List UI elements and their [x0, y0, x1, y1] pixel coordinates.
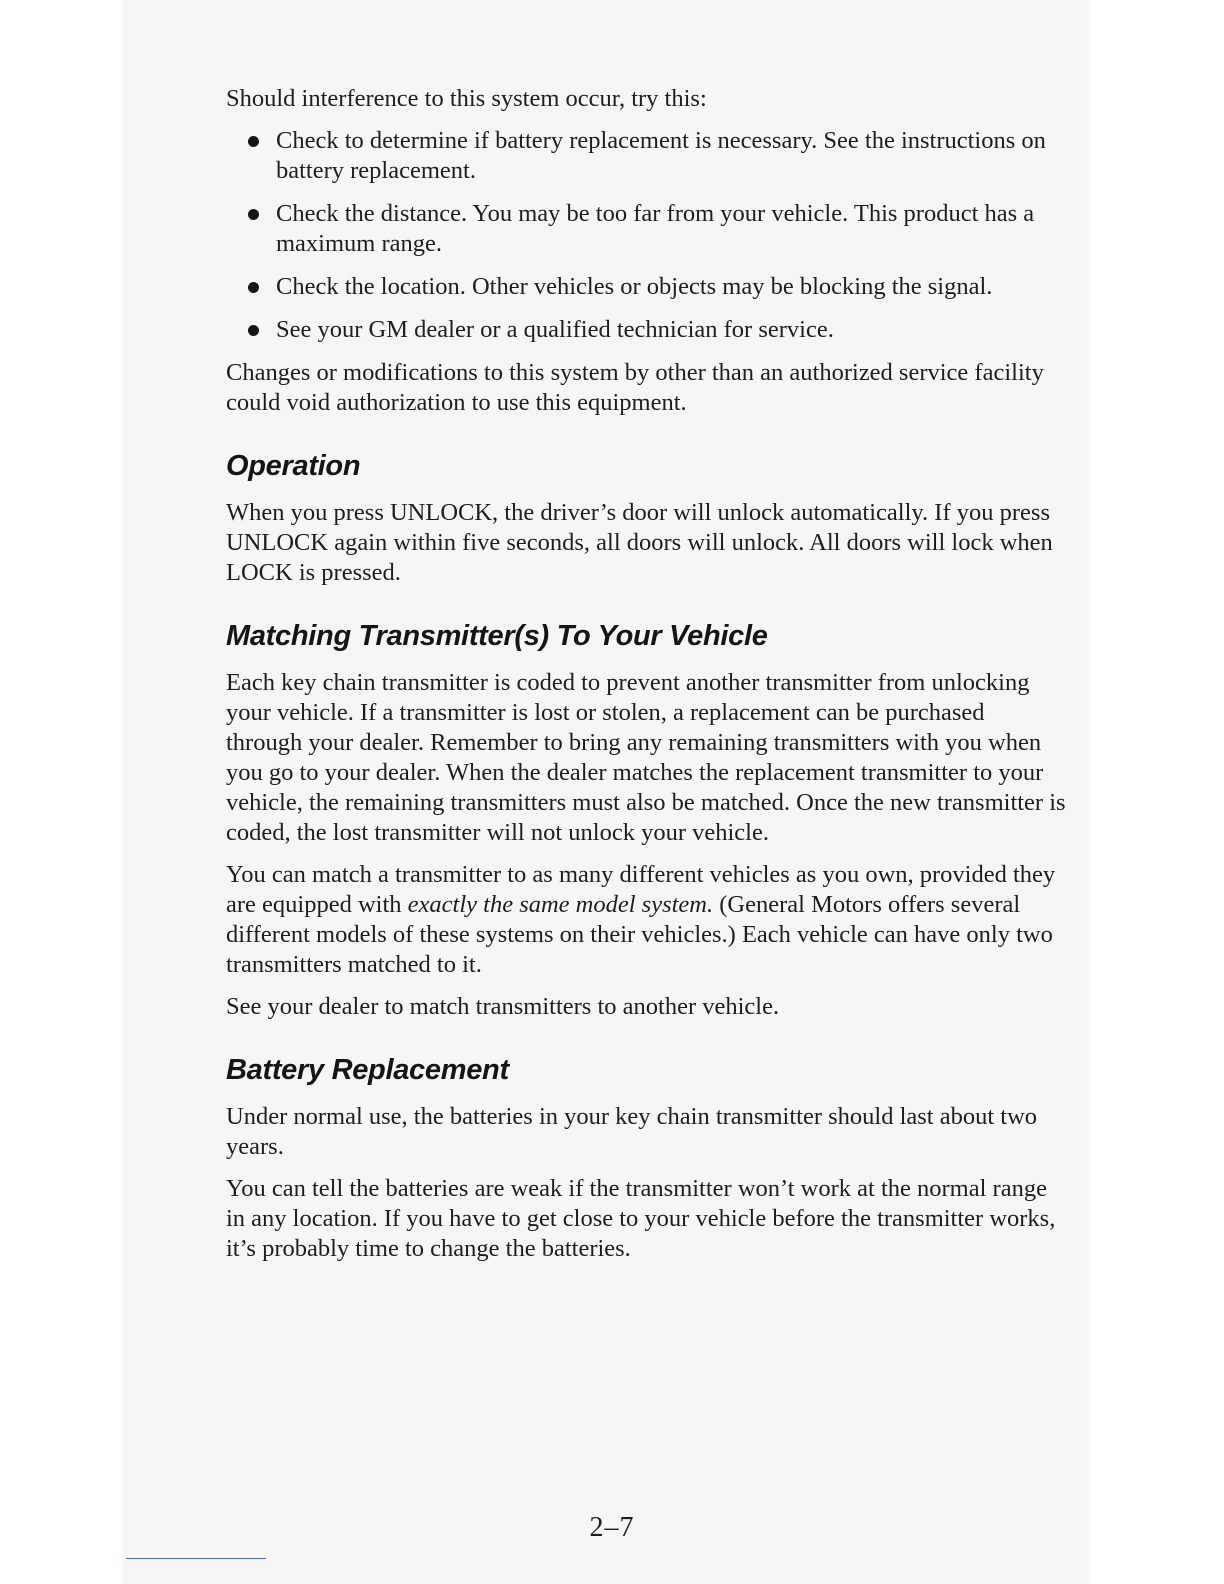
list-item [226, 272, 1066, 302]
intro-text: Should interference to this system occur, try this: [226, 85, 707, 112]
list-item-text: Check the location. Other vehicles or objects may be blocking the signal. [276, 273, 993, 300]
troubleshooting-list [226, 126, 1066, 345]
matching-paragraph-2-start: You can match a transmitter to as many different vehicles as you own, provided they are equipped with [226, 861, 1056, 918]
matching-heading: Matching Transmitter(s) To Your Vehicle [226, 620, 768, 652]
battery-paragraph-1: Under normal use, the batteries in your key chain transmitter should last about two years. [226, 1103, 1038, 1160]
list-item-text: Check the distance. You may be too far from your vehicle. This product has a maximum range. [276, 200, 1035, 257]
operation-heading: Operation [226, 450, 361, 482]
page-number: 2–7 [589, 1512, 635, 1543]
list-item-text: See your GM dealer or a qualified technician for service. [276, 316, 834, 343]
matching-paragraph-2-end: (General Motors offers several different models of these systems on their vehicles.) Each vehicle can have only two transmitters matched to it. [226, 891, 1053, 978]
bottom-rule [126, 1558, 266, 1559]
list-item [226, 199, 1066, 259]
matching-paragraph-2 [226, 860, 1066, 980]
battery-paragraph-2: You can tell the batteries are weak if the transmitter won’t work at the normal range in any location. If you have to get close to your vehicle before the transmitter works, it’s probably time to change the batteries. [226, 1175, 1056, 1262]
battery-heading: Battery Replacement [226, 1054, 509, 1086]
list-item [226, 315, 1066, 345]
matching-paragraph-1: Each key chain transmitter is coded to prevent another transmitter from unlocking your vehicle. If a transmitter is lost or stolen, a replacement can be purchased through your dealer. Remember to bring any remaining transmitters with you when you go to your dealer. When the dealer matches the replacement transmitter to your vehicle, the remaining transmitters must also be matched. Once the new transmitter is coded, the lost transmitter will not unlock your vehicle. [226, 669, 1066, 846]
matching-paragraph-2-emphasis: exactly the same model system. [407, 891, 714, 918]
matching-paragraph-3: See your dealer to match transmitters to another vehicle. [226, 993, 780, 1020]
bullet-icon [248, 209, 259, 220]
bullet-icon [248, 325, 259, 336]
bullet-icon [248, 282, 259, 293]
list-item [226, 126, 1066, 186]
bullet-icon [248, 136, 259, 147]
operation-paragraph: When you press UNLOCK, the driver’s door will unlock automatically. If you press UNLOCK again within five seconds, all doors will unlock. All doors will lock when LOCK is pressed. [226, 499, 1053, 586]
document-body [226, 84, 1066, 1276]
list-item-text: Check to determine if battery replacement is necessary. See the instructions on battery replacement. [276, 127, 1046, 184]
changes-notice: Changes or modifications to this system by other than an authorized service facility could void authorization to use this equipment. [226, 359, 1044, 416]
